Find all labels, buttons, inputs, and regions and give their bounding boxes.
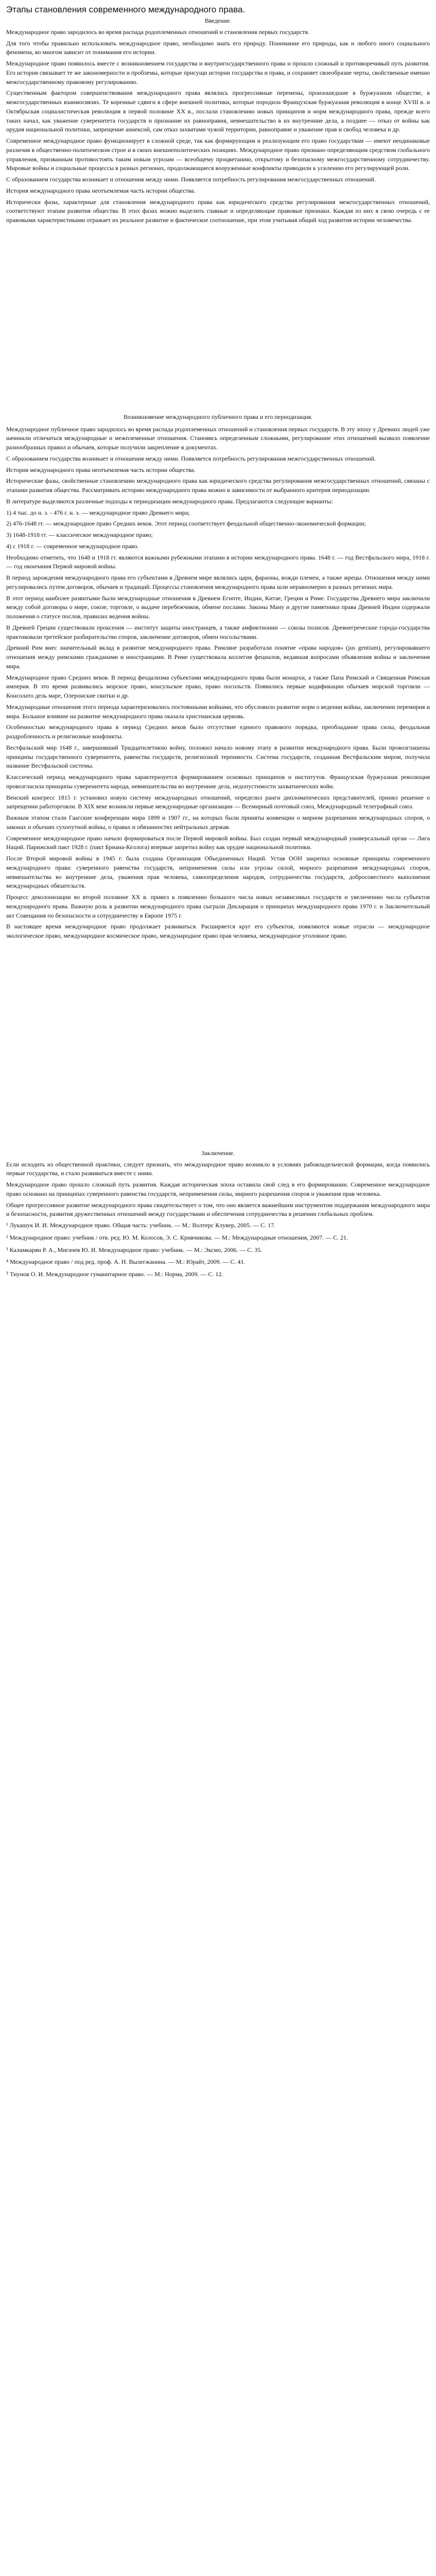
paragraph: В литературе выделяются различные подходы к периодизации международного права. Предлагаются следующие варианты: [6, 497, 333, 505]
paragraph: 2) 476-1648 гг. — международное право Средних веков. Этот период соответствует феодальной общественно-экономической формации; [6, 520, 366, 528]
intro-section [6, 28, 430, 225]
paragraph: Классический период международного права характеризуется формированием основных принципов и институтов. Французская буржуазная революция провозгласила принципы суверенитета народа, невмешательства во внутренние дела, недопустимости захватнических войн. [6, 773, 430, 790]
page-title: Этапы становления современного международного права. [6, 5, 246, 14]
paragraph: Если исходить из общественной практики, следует признать, что международное право возникло в условиях рабовладельческой формации, когда появились первые государства, и стало развиваться вместе с ними. [6, 1160, 430, 1177]
paragraph: Международные отношения этого периода характеризовались постоянными войнами, что обусловило развитие норм о ведении войны, заключении перемирия и мира. Большое влияние на развитие международного права оказала христианская церковь. [6, 703, 430, 720]
paragraph: Вестфальский мир 1648 г., завершивший Тридцатилетнюю войну, положил начало новому этапу в развитии международного права. Были провозглашены принципы государственного суверенитета, равенства государств, религиозной терпимости. Система государств, созданная Вестфальским миром, получила название Вестфальской системы. [6, 743, 430, 770]
paragraph: Международное право появилось вместе с возникновением государства и внутригосударственного права и прошло сложный и противоречивый путь развития. Его история связывает те же закономерности и проблемы, которые присущи истории государства и права, и сохраняет своеобразие черты, свойственные именно межгосударственному правовому регулированию. [6, 60, 430, 86]
blank-space [6, 943, 430, 1149]
footnote: ⁵ Тиунов О. И. Международное гуманитарное право. — М.: Норма, 2009. — С. 12. [6, 1270, 223, 1278]
footnote: ⁴ Международное право / под ред. проф. А. Н. Вылегжанина. — М.: Юрайт, 2009. — С. 41. [6, 1258, 246, 1266]
paragraph: Венский конгресс 1815 г. установил новую систему международных отношений, определил ранги дипломатических представителей, принял решение о запрещении работорговли. В XIX веке возникли первые международные организации — Всемирный почтовый союз, Международный телеграфный союз. [6, 793, 430, 810]
paragraph: 1) 4 тыс. до н. э. - 476 г. н. э. — международное право Древнего мира; [6, 509, 190, 516]
paragraph: С образованием государства возникает и отношения между ними. Появляется потребность регулирования межгосударственных отношений. [6, 454, 376, 462]
paragraph: В период зарождения международного права его субъектами в Древнем мире являлись цари, фараоны, вожди племен, а также жрецы. Отношения между ними регулировались путем договоров, обычаев и традиций. Процессы становления международного права шли неравномерно в разных регионах мира. [6, 574, 430, 590]
footnote: ² Международное право: учебник / отв. ред. Ю. М. Колосов, Э. С. Кривчикова. — М.: Международные отношения, 2007. — С. 21. [6, 1233, 348, 1241]
paragraph: В этот период наиболее развитыми были международные отношения в Древнем Египте, Индии, Китае, Греции и Риме. Государства Древнего мира заключали между собой договоры о мире, союзе, торговле, о выдаче перебежчиков, обмене послами. Законы Ману и другие памятники права Древней Индии содержали положения о статусе послов, правилах ведения войны. [6, 594, 430, 620]
paragraph: Важным этапом стали Гаагские конференции мира 1899 и 1907 гг., на которых были приняты конвенции о мирном разрешении международных споров, о законах и обычаях сухопутной войны, о правах и обязанностях нейтральных держав. [6, 814, 430, 831]
paragraph: После Второй мировой войны в 1945 г. была создана Организация Объединенных Наций. Устав ООН закрепил основные принципы современного международного права: суверенного равенства государств, неприменения силы или угрозы силой, мирного разрешения международных споров, невмешательства во внутренние дела, уважения прав человека, самоопределения народов, сотрудничества государств, добросовестного выполнения международных обязательств. [6, 855, 430, 890]
blank-space [6, 227, 430, 413]
paragraph: 3) 1648-1918 гг. — классическое международное право; [6, 531, 153, 539]
part2-heading: Возникновение международного публичного права и его периодизация. [123, 413, 313, 420]
footnote: ³ Каламкарян Р. А., Мигачев Ю. И. Международное право: учебник. — М.: Эксмо, 2006. — С. 35. [6, 1246, 263, 1253]
paragraph: Международное право Средних веков. В период феодализма субъектами международного права были монархи, а также Папа Римский и Священная Римская империя. В это время развивались морское право, консульское право, право посольств. Появились первые кодификации обычаев морской торговли — Консолато дель маре, Олеронские свитки и др. [6, 673, 430, 700]
conclusion-heading: Заключение. [201, 1149, 235, 1157]
footnote: ¹ Лукашук И. И. Международное право. Общая часть: учебник. — М.: Волтерс Клувер, 2005. — С. 17. [6, 1222, 276, 1229]
part2-section [6, 425, 430, 941]
paragraph: Современное международное право начало формироваться после Первой мировой войны. Был создан первый международный универсальный орган — Лига Наций. Парижский пакт 1928 г. (пакт Бриана-Келлога) впервые запретил войну как орудие национальной политики. [6, 834, 430, 851]
paragraph: Процесс деколонизации во второй половине XX в. привел к появлению большого числа новых независимых государств и увеличению числа субъектов международного права. Важную роль в развитии международного права сыграли Декларация о принципах международного права 1970 г. и Заключительный акт Совещания по безопасности и сотрудничеству в Европе 1975 г. [6, 893, 430, 919]
paragraph: Исторические фазы, свойственные становлению международного права как юридического средства регулирования межгосударственных отношений, связаны с этапами развития общества. Рассматривать историю международного права можно в зависимости от выбранного критерия периодизации. [6, 477, 430, 494]
footnotes-section [6, 1221, 430, 1279]
paragraph: 4) с 1918 г. — современное международное право. [6, 542, 139, 550]
paragraph: Современное международное право функционирует в сложной среде, так как формирующим и реализующим его право государствам — имеют неодинаковые различия в общественно-политическом строе и в своих внешнеполитических позициях. Международное право признано определяющим средством глобального управления, призванным противостоять таким новым угрозам — всеобщему процветанию, открытому и безопасному межгосударственному сотрудничеству. Мировые войны и социальные процессы в разных регионах, продолжающиеся вооруженные конфликты приводили к усилению его регулирующей роли. [6, 137, 430, 172]
paragraph: Исторически фазы, характерные для становления международного права как юридического средства регулирования межгосударственных отношений, соответствуют этапам развития общества. В этих фазах можно выделить главные и определяющие правовые признаки. Каждая из них в свою очередь с ее правовыми характеристиками отражает их реальное развитие и фактическое соотношение, при этом учитывая общий ход развития истории человечества. [6, 198, 430, 224]
paragraph: Международное право прошло сложный путь развития. Каждая историческая эпоха оставила свой след в его формировании. Современное международное право основано на принципах суверенного равенства государств, неприменения силы, мирного разрешения споров и уважения прав человека. [6, 1181, 430, 1197]
paragraph: Особенностью международного права в период Средних веков было отсутствие единого правового порядка, преобладание права силы, феодальная раздробленность и религиозные конфликты. [6, 723, 430, 740]
paragraph: История международного права неотъемлемая часть истории общества. [6, 466, 196, 473]
paragraph: История международного права неотъемлемая часть истории общества. [6, 187, 196, 194]
paragraph: Необходимо отметить, что 1648 и 1918 гг. являются важными рубежными этапами в истории международного права. 1648 г. — год Вестфальского мира, 1918 г. — год окончания Первой мировой войны. [6, 553, 430, 570]
paragraph: Международное публичное право зародилось во время распада родоплеменных отношений и становления первых государств. В эту эпоху у Древних людей уже начинали отличаться международные и межплеменные отношения. Становясь определенным сложными, регулирование этих отношений вызвало появление разнообразных правил и обычаев, которые получили закрепление в документах. [6, 425, 430, 451]
paragraph: Древний Рим внес значительный вклад в развитие международного права. Римляне разработали понятие «права народов» (jus gentium), регулировавшего отношения между римскими гражданами и иностранцами. В Риме существовала коллегия фециалов, ведавшая вопросами объявления войны и заключения мира. [6, 644, 430, 670]
conclusion-section [6, 1160, 430, 1219]
paragraph: Для того чтобы правильно использовать международное право, необходимо знать его природу. Понимание его природы, как и любого иного социального феномена, во многом зависит от понимания его истории. [6, 39, 430, 56]
intro-heading: Введение. [204, 17, 232, 25]
paragraph: В настоящее время международное право продолжает развиваться. Расширяется круг его субъектов, появляются новые отрасли — международное экологическое право, международное космическое право, международное право прав человека, международное уголовное право. [6, 923, 430, 940]
paragraph: Общее прогрессивное развитие международного права свидетельствует о том, что оно является важнейшим инструментом поддержания международного мира и безопасности, развития дружественных отношений между государствами и обеспечения сотрудничества в решении глобальных проблем. [6, 1201, 430, 1218]
paragraph: Существенным фактором совершенствования международного права являлись прогрессивные перемены, произошедшие в буржуазном обществе, в межгосударственных взаимосвязях. Те коренные сдвиги в сфере внешней политики, которые породила Французская буржуазная революция в конце XVIII в. и Октябрьская социалистическая революция в первой половине XX в., послали становлению новых принципов и норм международного права, прежде всего таких начал, как уважение суверенитета государств и признание их равноправия, невмешательство в их внутренние дела, а позднее — отказ от войны как орудия национальной политики, запрещение аннексий, сам отказ захватами чужой территории, равноправие и уважение прав и свобод человека и др. [6, 89, 430, 133]
paragraph: В Древней Греции существовали проксения — институт защиты иностранцев, а также амфиктионии — союзы полисов. Древнегреческие города-государства практиковали третейское разбирательство споров, заключение договоров, обмен посольствами. [6, 623, 430, 640]
paragraph: С образованием государства возникает и отношения между ними. Появляется потребность регулирования межгосударственных отношений. [6, 176, 376, 183]
paragraph: Международное право зародилось во время распада родоплеменных отношений и становления первых государств. [6, 28, 310, 36]
